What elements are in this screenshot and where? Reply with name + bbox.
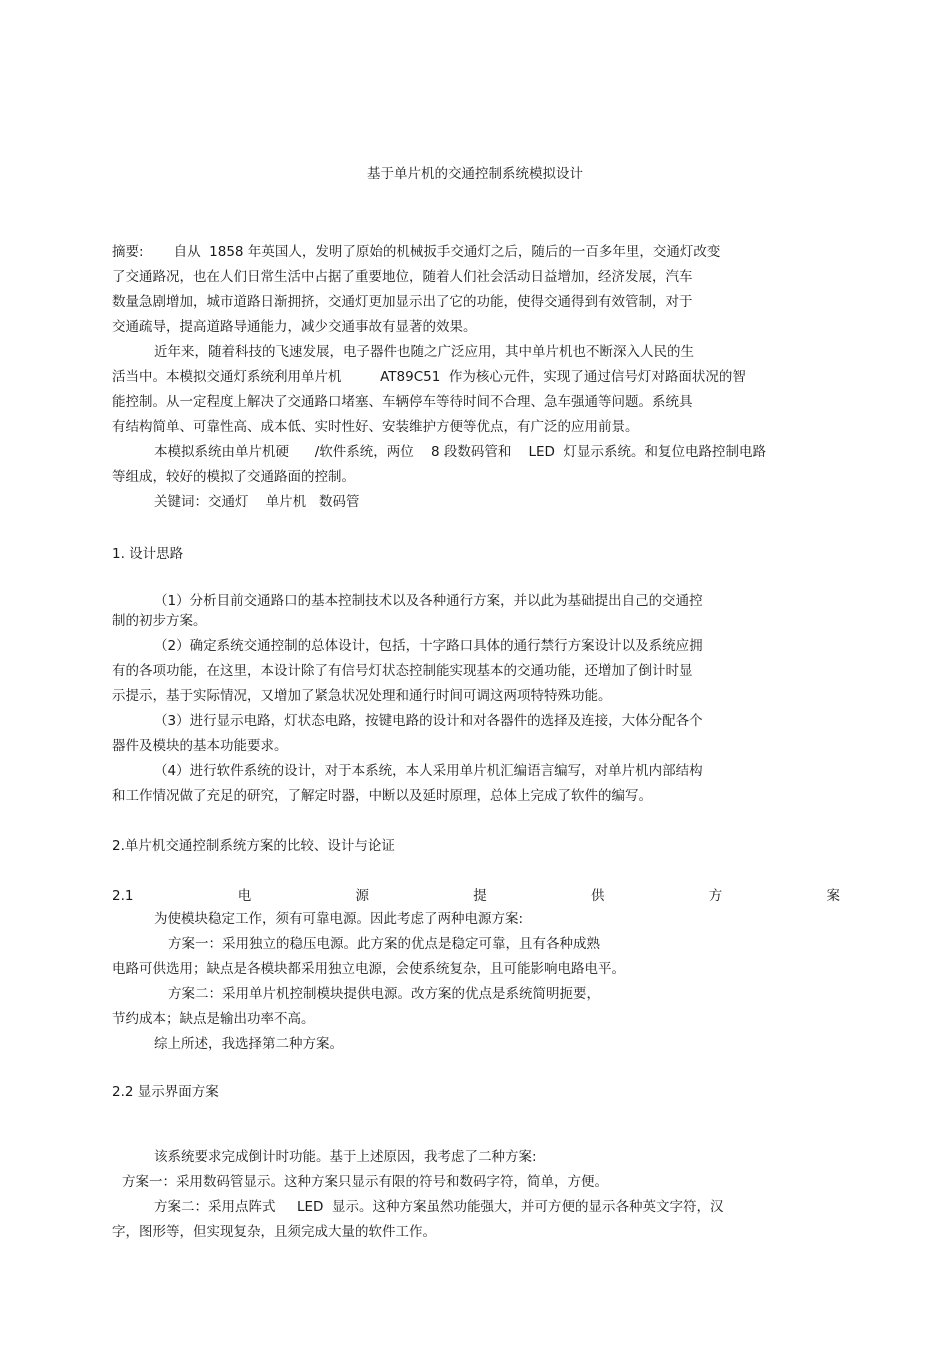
paragraph-line: 综上所述，我选择第二种方案。 <box>154 1036 343 1052</box>
paragraph-line: 方案一：采用独立的稳压电源。此方案的优点是稳定可靠，且有各种成熟 <box>168 936 600 952</box>
abstract-line: 本模拟系统由单片机硬 /软件系统，两位 8 段数码管和 LED 灯显示系统。和复位电路控制电路 <box>154 444 767 460</box>
abstract-line: 摘要: 自从 1858 年英国人，发明了原始的机械扳手交通灯之后，随后的一百多年里，交通灯改变 <box>112 244 721 260</box>
abstract-line: 近年来，随着科技的飞速发展，电子器件也随之广泛应用，其中单片机也不断深入人民的生 <box>154 344 694 360</box>
keywords-line: 关键词：交通灯 单片机 数码管 <box>154 494 360 510</box>
paragraph-line: 和工作情况做了充足的研究，了解定时器，中断以及延时原理，总体上完成了软件的编写。 <box>112 788 652 804</box>
paragraph-line: 节约成本；缺点是输出功率不高。 <box>112 1011 315 1027</box>
paragraph-line: 有的各项功能，在这里，本设计除了有信号灯状态控制能实现基本的交通功能，还增加了倒计时显 <box>112 663 693 679</box>
paragraph-line: 方案二：采用单片机控制模块提供电源。改方案的优点是系统简明扼要， <box>168 986 600 1002</box>
abstract-line: 等组成，较好的模拟了交通路面的控制。 <box>112 469 355 485</box>
abstract-line: 交通疏导，提高道路导通能力，减少交通事故有显著的效果。 <box>112 319 477 335</box>
section-heading: 2.单片机交通控制系统方案的比较、设计与论证 <box>112 838 395 854</box>
heading-char: 源 <box>355 888 369 904</box>
paragraph-line: 示提示，基于实际情况，又增加了紧急状况处理和通行时间可调这两项特特殊功能。 <box>112 688 612 704</box>
subsection-heading-2-2: 2.2 显示界面方案 <box>112 1084 219 1100</box>
heading-char: 方 <box>708 888 723 904</box>
abstract-line: 有结构简单、可靠性高、成本低、实时性好、安装维护方便等优点，有广泛的应用前景。 <box>112 419 639 435</box>
paragraph-line: 制的初步方案。 <box>112 613 207 629</box>
paragraph-line: 字，图形等，但实现复杂，且须完成大量的软件工作。 <box>112 1224 436 1240</box>
paragraph-line: 该系统要求完成倒计时功能。基于上述原因，我考虑了二种方案: <box>154 1149 537 1165</box>
section-heading: 1. 设计思路 <box>112 546 184 562</box>
paragraph-line: 器件及模块的基本功能要求。 <box>112 738 288 754</box>
paragraph-line: 方案二：采用点阵式 LED 显示。这种方案虽然功能强大，并可方便的显示各种英文字符，汉 <box>154 1199 724 1215</box>
paragraph-line: 为使模块稳定工作，须有可靠电源。因此考虑了两种电源方案: <box>154 911 524 927</box>
paragraph-line: （2）确定系统交通控制的总体设计，包括，十字路口具体的通行禁行方案设计以及系统应拥 <box>154 638 703 654</box>
abstract-line: 活当中。本模拟交通灯系统利用单片机 AT89C51 作为核心元件，实现了通过信号灯对路面状况的智 <box>112 369 746 385</box>
heading-char: 案 <box>826 888 840 904</box>
paragraph-line: 电路可供选用；缺点是各模块都采用独立电源，会使系统复杂，且可能影响电路电平。 <box>112 961 625 977</box>
paragraph-line: （4）进行软件系统的设计，对于本系统，本人采用单片机汇编语言编写，对单片机内部结构 <box>154 763 703 779</box>
abstract-line: 了交通路况，也在人们日常生活中占据了重要地位，随着人们社会活动日益增加，经济发展，汽车 <box>112 269 693 285</box>
heading-char: 2.1 <box>112 888 134 904</box>
paragraph-line: 方案一：采用数码管显示。这种方案只显示有限的符号和数码字符，简单，方便。 <box>122 1174 608 1190</box>
abstract-line: 数量急剧增加，城市道路日渐拥挤，交通灯更加显示出了它的功能，使得交通得到有效管制，对于 <box>112 294 693 310</box>
heading-char: 提 <box>473 888 487 904</box>
paragraph-line: （3）进行显示电路，灯状态电路，按键电路的设计和对各器件的选择及连接，大体分配各个 <box>154 713 703 729</box>
heading-char: 电 <box>237 888 252 904</box>
subsection-heading-2-1 <box>112 887 840 905</box>
page-title: 基于单片机的交通控制系统模拟设计 <box>367 166 583 182</box>
heading-char: 供 <box>590 888 605 904</box>
abstract-line: 能控制。从一定程度上解决了交通路口堵塞、车辆停车等待时间不合理、急车强通等问题。系统具 <box>112 394 693 410</box>
paragraph-line: （1）分析目前交通路口的基本控制技术以及各种通行方案，并以此为基础提出自己的交通控 <box>154 593 703 609</box>
